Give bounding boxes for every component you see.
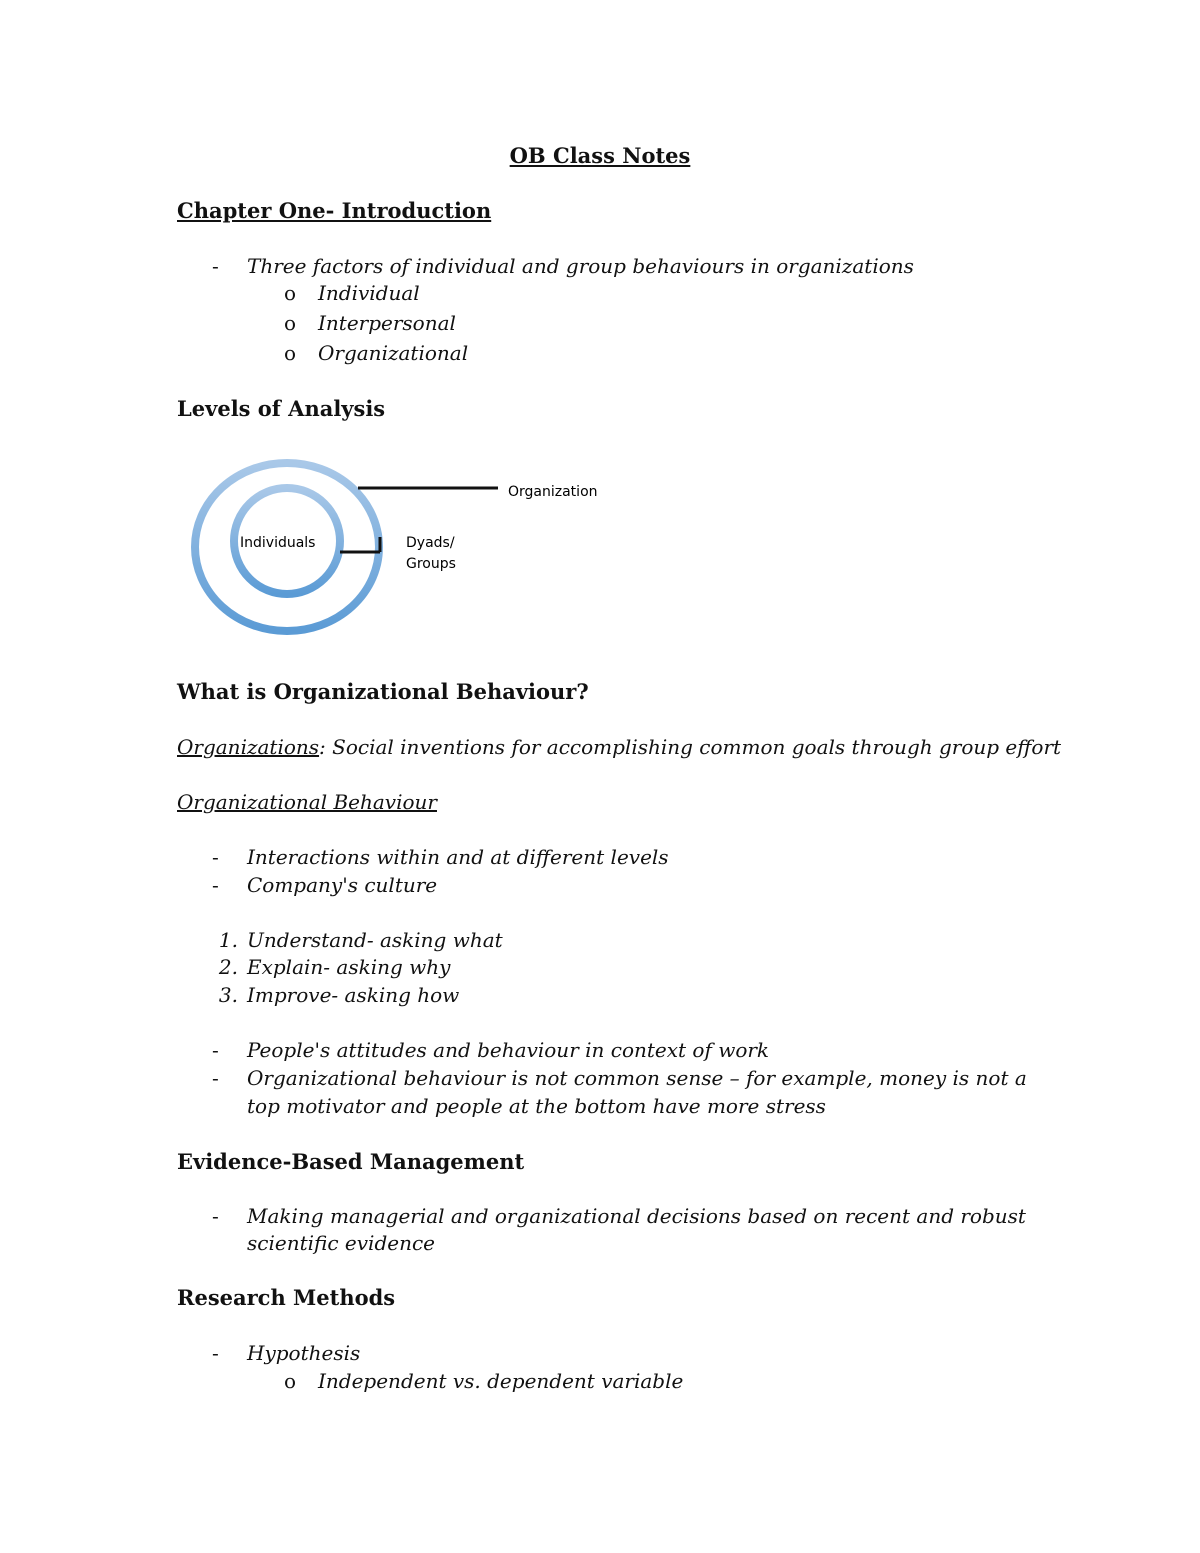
list-number: 2. bbox=[218, 955, 238, 979]
ob-bullet-continued: top motivator and people at the bottom have more stress bbox=[247, 1094, 826, 1118]
ob-bullet: People's attitudes and behaviour in context of work bbox=[247, 1038, 770, 1062]
ebm-bullet-continued: scientific evidence bbox=[247, 1231, 435, 1255]
bullet-dash: - bbox=[212, 1038, 219, 1062]
factors-lead: Three factors of individual and group behaviours in organizations bbox=[247, 254, 914, 278]
organizations-definition bbox=[177, 735, 1061, 759]
factor-item: Organizational bbox=[318, 341, 469, 365]
chapter-heading: Chapter One- Introduction bbox=[177, 198, 492, 223]
ob-bullet: Interactions within and at different levels bbox=[247, 845, 669, 869]
ob-term: Organizational Behaviour bbox=[177, 790, 437, 814]
numbered-item: Improve- asking how bbox=[247, 983, 460, 1007]
ob-bullet: Company's culture bbox=[247, 873, 438, 897]
ob-bullet: Organizational behaviour is not common sense – for example, money is not a bbox=[247, 1066, 1027, 1090]
bullet-circle: o bbox=[284, 1369, 297, 1393]
numbered-item: Understand- asking what bbox=[247, 928, 503, 952]
levels-diagram bbox=[180, 455, 630, 645]
bullet-circle: o bbox=[284, 311, 297, 335]
what-is-heading: What is Organizational Behaviour? bbox=[177, 679, 589, 704]
label-groups: Groups bbox=[406, 556, 456, 572]
label-individuals: Individuals bbox=[240, 535, 316, 551]
list-number: 1. bbox=[218, 928, 238, 952]
label-organization: Organization bbox=[508, 484, 598, 500]
list-number: 3. bbox=[218, 983, 238, 1007]
research-sub-item: Independent vs. dependent variable bbox=[318, 1369, 684, 1393]
bullet-dash: - bbox=[212, 1204, 219, 1228]
organizations-def-text: : Social inventions for accomplishing common goals through group effort bbox=[319, 735, 1062, 759]
bullet-dash: - bbox=[212, 1066, 219, 1090]
factor-item: Interpersonal bbox=[318, 311, 456, 335]
label-dyads: Dyads/ bbox=[406, 535, 455, 551]
research-heading: Research Methods bbox=[177, 1285, 396, 1310]
factor-item: Individual bbox=[318, 281, 420, 305]
bullet-dash: - bbox=[212, 254, 219, 278]
research-bullet: Hypothesis bbox=[247, 1341, 361, 1365]
ebm-heading: Evidence-Based Management bbox=[177, 1149, 525, 1174]
numbered-item: Explain- asking why bbox=[247, 955, 451, 979]
bullet-dash: - bbox=[212, 845, 219, 869]
ebm-bullet: Making managerial and organizational decisions based on recent and robust bbox=[247, 1204, 1026, 1228]
bullet-circle: o bbox=[284, 281, 297, 305]
bullet-dash: - bbox=[212, 1341, 219, 1365]
bullet-circle: o bbox=[284, 341, 297, 365]
page-title: OB Class Notes bbox=[509, 143, 691, 168]
organizations-term: Organizations bbox=[177, 735, 320, 759]
levels-heading: Levels of Analysis bbox=[177, 396, 386, 421]
bullet-dash: - bbox=[212, 873, 219, 897]
